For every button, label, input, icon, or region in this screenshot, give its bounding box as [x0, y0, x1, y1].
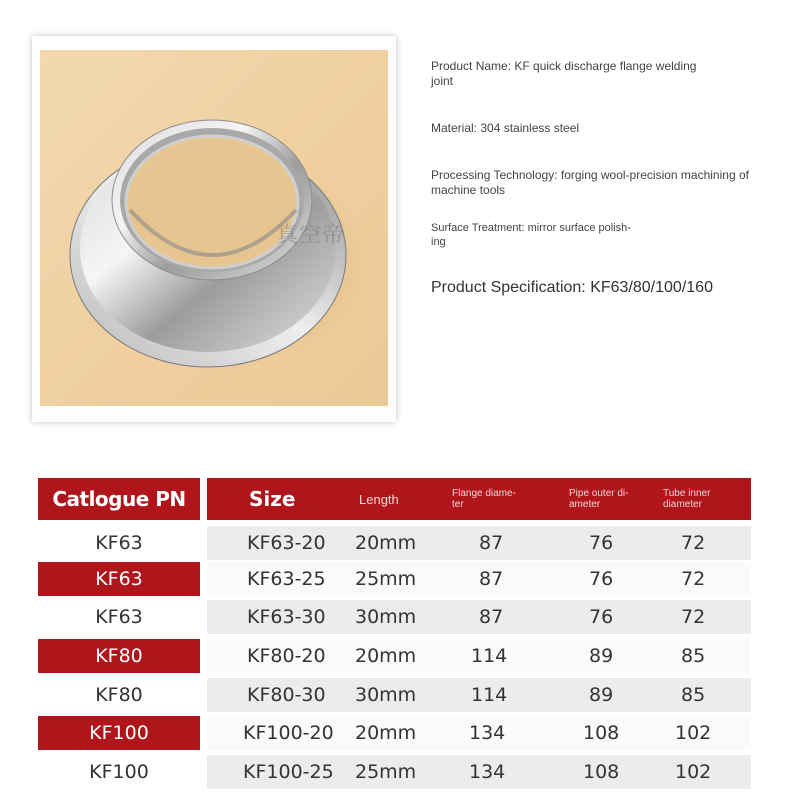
header-flange-line2: ter	[452, 499, 464, 510]
row-data	[207, 678, 751, 712]
header-pipe-line1: Pipe outer di-	[569, 488, 629, 499]
cell-size: KF80-20	[247, 645, 326, 667]
cell-pipe: 108	[583, 761, 620, 783]
cell-length: 30mm	[355, 684, 417, 706]
cell-flange: 134	[469, 722, 506, 744]
cell-length: 25mm	[355, 761, 417, 783]
cell-length: 30mm	[355, 606, 417, 628]
cell-pipe: 76	[589, 532, 614, 554]
cell-length: 20mm	[355, 532, 417, 554]
cell-flange: 87	[479, 606, 504, 628]
cell-length: 25mm	[355, 568, 417, 590]
table-row	[0, 755, 800, 789]
cell-pipe: 108	[583, 722, 620, 744]
surface-line1: Surface Treatment: mirror surface polish-	[431, 222, 631, 234]
processing-line1: Processing Technology: forging wool-precision machining of	[431, 168, 749, 182]
header-pipe-outer-diameter	[569, 478, 628, 520]
row-data	[207, 716, 751, 750]
row-data	[207, 639, 751, 673]
cell-pn: KF80	[38, 639, 200, 673]
product-specification: Product Specification: KF63/80/100/160	[431, 279, 713, 296]
cell-length: 20mm	[355, 722, 417, 744]
cell-pn: KF63	[95, 606, 143, 628]
cell-length: 20mm	[355, 645, 417, 667]
cell-pipe: 89	[589, 684, 614, 706]
table-header-bar	[207, 478, 751, 520]
cell-pipe: 76	[589, 606, 614, 628]
header-flange-diameter	[452, 478, 516, 520]
cell-flange: 114	[471, 684, 508, 706]
cell-pn: KF80	[95, 684, 143, 706]
cell-pipe: 89	[589, 645, 614, 667]
cell-flange: 134	[469, 761, 506, 783]
cell-tube: 85	[681, 645, 706, 667]
cell-pipe: 76	[589, 568, 614, 590]
cell-size: KF63-20	[247, 532, 326, 554]
cell-size: KF80-30	[247, 684, 326, 706]
cell-flange: 114	[471, 645, 508, 667]
cell-flange: 87	[479, 532, 504, 554]
header-pipe-line2: ameter	[569, 499, 601, 510]
header-length: Length	[359, 491, 399, 507]
row-data	[207, 600, 751, 634]
cell-tube: 102	[675, 722, 712, 744]
processing-technology	[431, 168, 749, 198]
cell-tube: 72	[681, 606, 706, 628]
cell-pn: KF100	[38, 716, 200, 750]
cell-size: KF100-20	[243, 722, 334, 744]
cell-size: KF63-30	[247, 606, 326, 628]
cell-pn: KF63	[95, 532, 143, 554]
table-row	[0, 678, 800, 712]
product-name	[431, 59, 696, 89]
header-catalogue-pn: Catlogue PN	[38, 478, 200, 520]
table-row	[0, 526, 800, 560]
product-name-line2: joint	[431, 74, 454, 88]
material-line: Material: 304 stainless steel	[431, 121, 580, 135]
surface-line2: ing	[431, 236, 446, 248]
row-data	[207, 526, 751, 560]
cell-tube: 102	[675, 761, 712, 783]
cell-flange: 87	[479, 568, 504, 590]
header-size: Size	[249, 487, 296, 511]
table-row	[0, 716, 800, 750]
product-name-line1: Product Name: KF quick discharge flange welding	[431, 59, 697, 73]
surface-treatment	[431, 221, 631, 249]
cell-tube: 72	[681, 532, 706, 554]
cell-tube: 72	[681, 568, 706, 590]
watermark-text: 真空帝	[276, 223, 346, 248]
header-tube-inner-diameter	[663, 478, 710, 520]
cell-pn: KF100	[89, 761, 149, 783]
cell-tube: 85	[681, 684, 706, 706]
table-row	[0, 639, 800, 673]
cell-size: KF63-25	[247, 568, 326, 590]
table-row	[0, 562, 800, 596]
header-tube-line2: diameter	[663, 499, 702, 510]
row-data	[207, 562, 751, 596]
header-tube-line1: Tube inner	[663, 488, 711, 499]
table-row	[0, 600, 800, 634]
row-data	[207, 755, 751, 789]
processing-line2: machine tools	[431, 183, 506, 197]
cell-size: KF100-25	[243, 761, 334, 783]
header-flange-line1: Flange diame-	[452, 488, 516, 499]
cell-pn: KF63	[38, 562, 200, 596]
